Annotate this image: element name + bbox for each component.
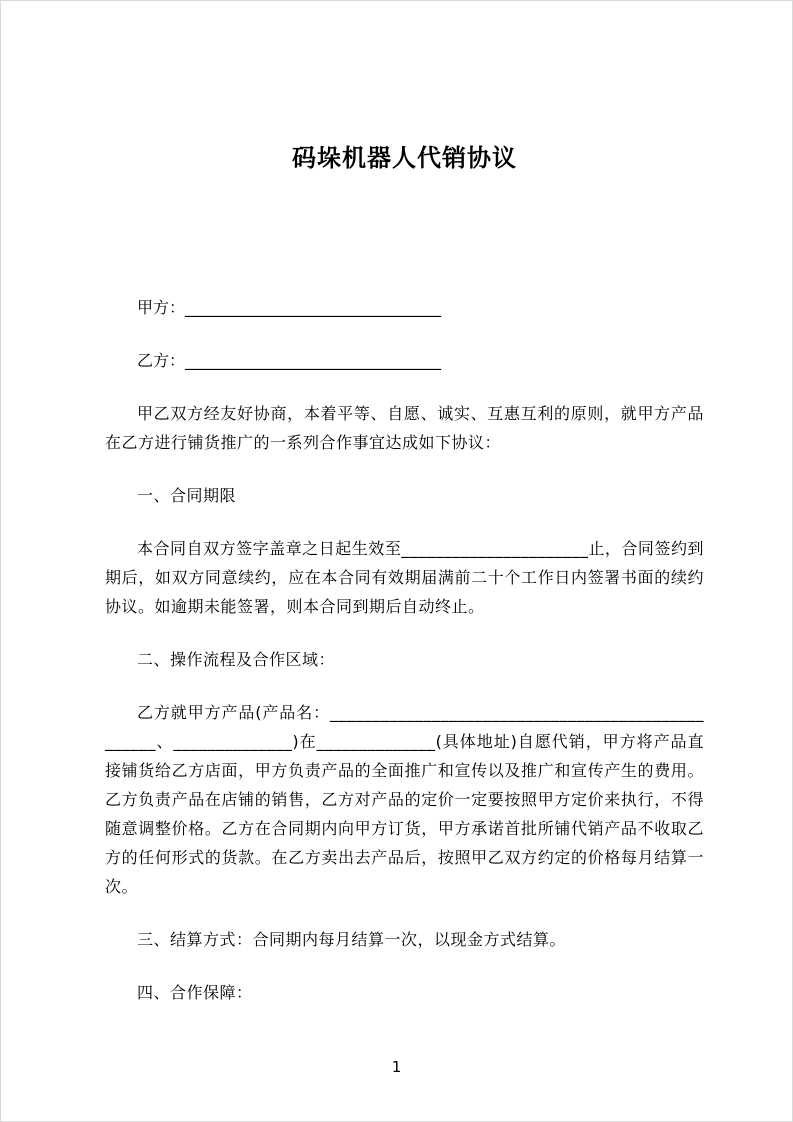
party-a-label: 甲方： [137,298,186,317]
section-2-body: 乙方就甲方产品(产品名：__________________________________________________、______________)在______________(具体地址)自愿代销，甲方将产品直接铺货给乙方店面，甲方负责产品的全面推广和宣传以及推广和宣传产生的费用。乙方负责产品在店铺的销售，乙方对产品的定价一定要按照甲方定价来执行，不得随意调整价格。乙方在合同期内向甲方订货，甲方承诺首批所铺代销产品不收取乙方的任何形式的货款。在乙方卖出去产品后，按照甲乙双方约定的价格每月结算一次。 [105,703,704,896]
section-2-heading: 二、操作流程及合作区域： [137,650,336,669]
party-b-label: 乙方： [137,351,186,370]
section-1-body: 本合同自双方签字盖章之日起生效至______________________止，合同签约到期后，如双方同意续约，应在本合同有效期届满前二十个工作日内签署书面的续约协议。如逾期未能签署，则本合同到期后自动终止。 [105,539,704,616]
party-b-blank: ________________________________ [185,351,442,370]
section-1-heading: 一、合同期限 [137,486,237,505]
intro-paragraph: 甲乙双方经友好协商，本着平等、自愿、诚实、互惠互利的原则，就甲方产品在乙方进行铺货推广的一系列合作事宜达成如下协议： [105,404,704,452]
party-a-line [105,293,704,322]
section-4-heading: 四、合作保障： [137,983,253,1002]
party-b-line [105,346,704,375]
document-title: 码垛机器人代销协议 [292,144,517,172]
section-3-heading: 三、结算方式：合同期内每月结算一次，以现金方式结算。 [137,930,567,949]
party-a-blank: ________________________________ [185,298,442,317]
page-number: 1 [391,1058,402,1076]
